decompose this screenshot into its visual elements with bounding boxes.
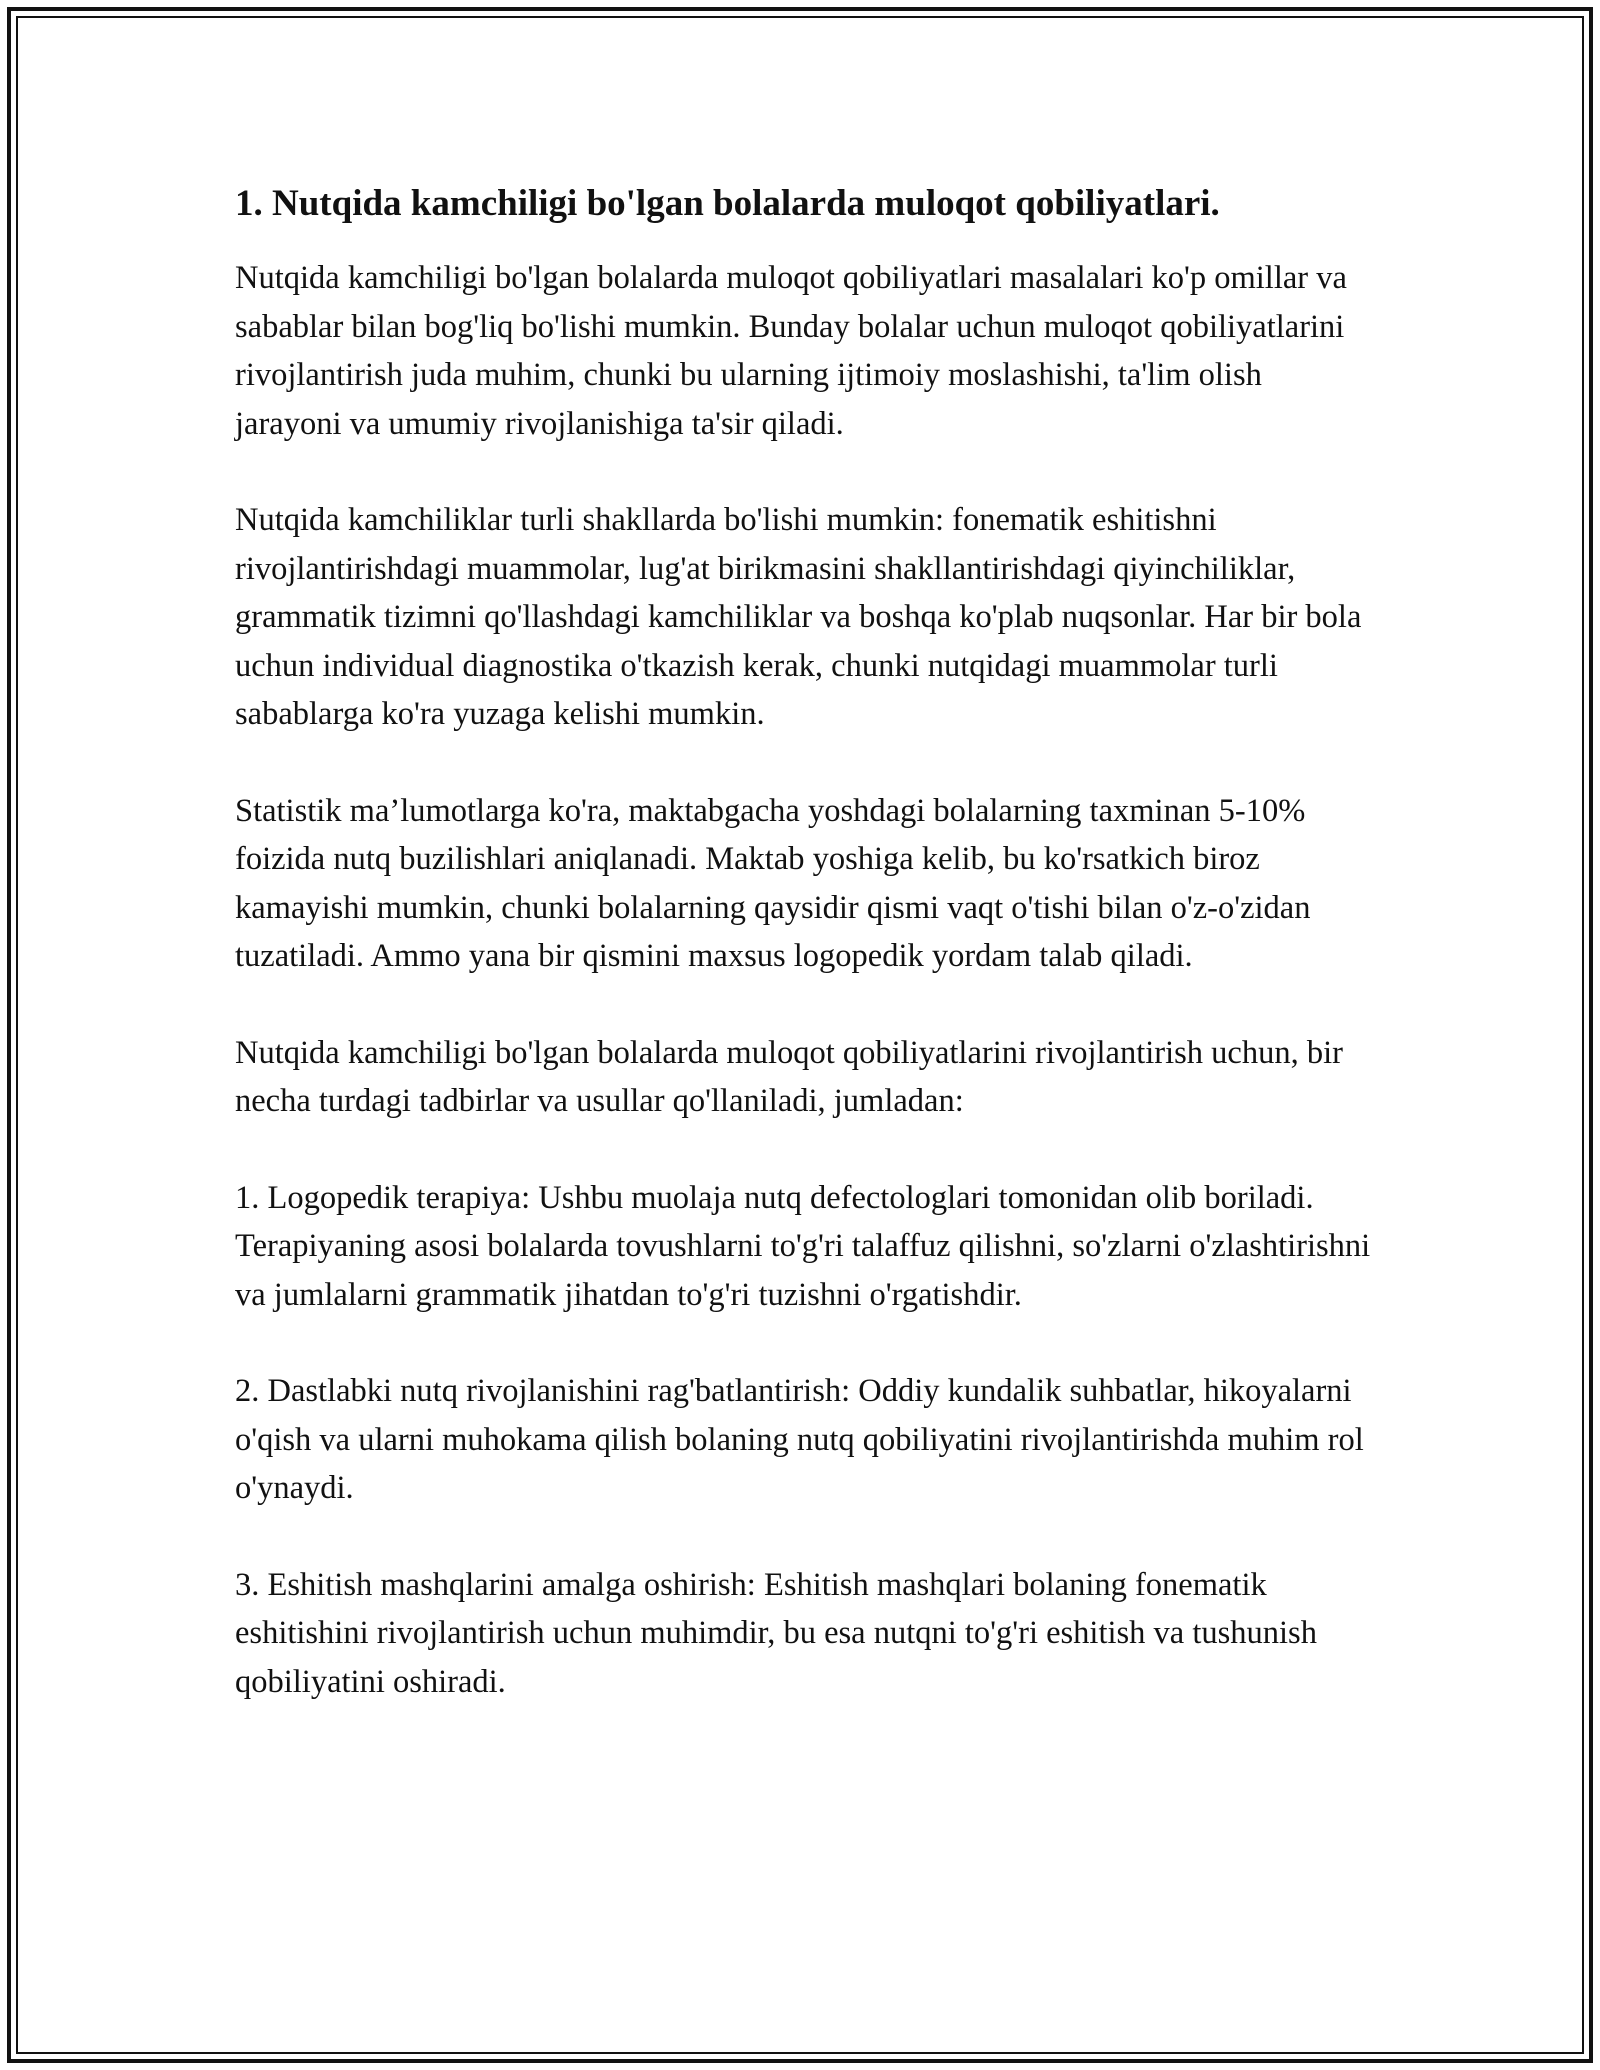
list-item-hearing-exercises: 3. Eshitish mashqlarini amalga oshirish: Eshitish mashqlari bolaning fonematik eshitishini rivojlantirish uchun muhimdir, bu esa nutqni to'g'ri eshitish va tushunish qobiliyatini oshiradi. — [235, 1566, 1317, 1700]
paragraph-methods-intro: Nutqida kamchiligi bo'lgan bolalarda muloqot qobiliyatlarini rivojlantirish uchun, bir necha turdagi tadbirlar va usullar qo'llaniladi, jumladan: — [235, 1034, 1343, 1120]
document-title: 1. Nutqida kamchiligi bo'lgan bolalarda muloqot qobiliyatlari. — [235, 183, 1220, 224]
paragraph-intro: Nutqida kamchiligi bo'lgan bolalarda muloqot qobiliyatlari masalalari ko'p omillar va sabablar bilan bog'liq bo'lishi mumkin. Bunday bolalar uchun muloqot qobiliyatlarini rivojlantirish juda muhim, chunki bu ularning ijtimoiy moslashishi, ta'lim olish jarayoni va umumiy rivojlanishiga ta'sir qiladi. — [235, 260, 1347, 442]
list-item-speech-encouragement: 2. Dastlabki nutq rivojlanishini rag'batlantirish: Oddiy kundalik suhbatlar, hikoyalarni o'qish va ularni muhokama qilish bolaning nutq qobiliyatini rivojlantirishda muhim rol o'ynaydi. — [235, 1373, 1364, 1507]
document-body — [235, 180, 1375, 1754]
list-item-logopedic-therapy: 1. Logopedik terapiya: Ushbu muolaja nutq defectologlari tomonidan olib boriladi. Terapiyaning asosi bolalarda tovushlarni to'g'ri talaffuz qilishni, so'zlarni o'zlashtirishni va jumlalarni grammatik jihatdan to'g'ri tuzishni o'rgatishdir. — [235, 1179, 1371, 1313]
paragraph-forms: Nutqida kamchiliklar turli shakllarda bo'lishi mumkin: fonematik eshitishni rivojlantirishdagi muammolar, lug'at birikmasini shakllantirishdagi qiyinchiliklar, grammatik tizimni qo'llashdagi kamchiliklar va boshqa ko'plab nuqsonlar. Har bir bola uchun individual diagnostika o'tkazish kerak, chunki nutqidagi muammolar turli sabablarga ko'ra yuzaga kelishi mumkin. — [235, 502, 1362, 733]
paragraph-statistics: Statistik ma’lumotlarga ko'ra, maktabgacha yoshdagi bolalarning taxminan 5-10% foizida nutq buzilishlari aniqlanadi. Maktab yoshiga kelib, bu ko'rsatkich biroz kamayishi mumkin, chunki bolalarning qaysidir qismi vaqt o'tishi bilan o'z-o'zidan tuzatiladi. Ammo yana bir qismini maxsus logopedik yordam talab qiladi. — [235, 792, 1311, 975]
